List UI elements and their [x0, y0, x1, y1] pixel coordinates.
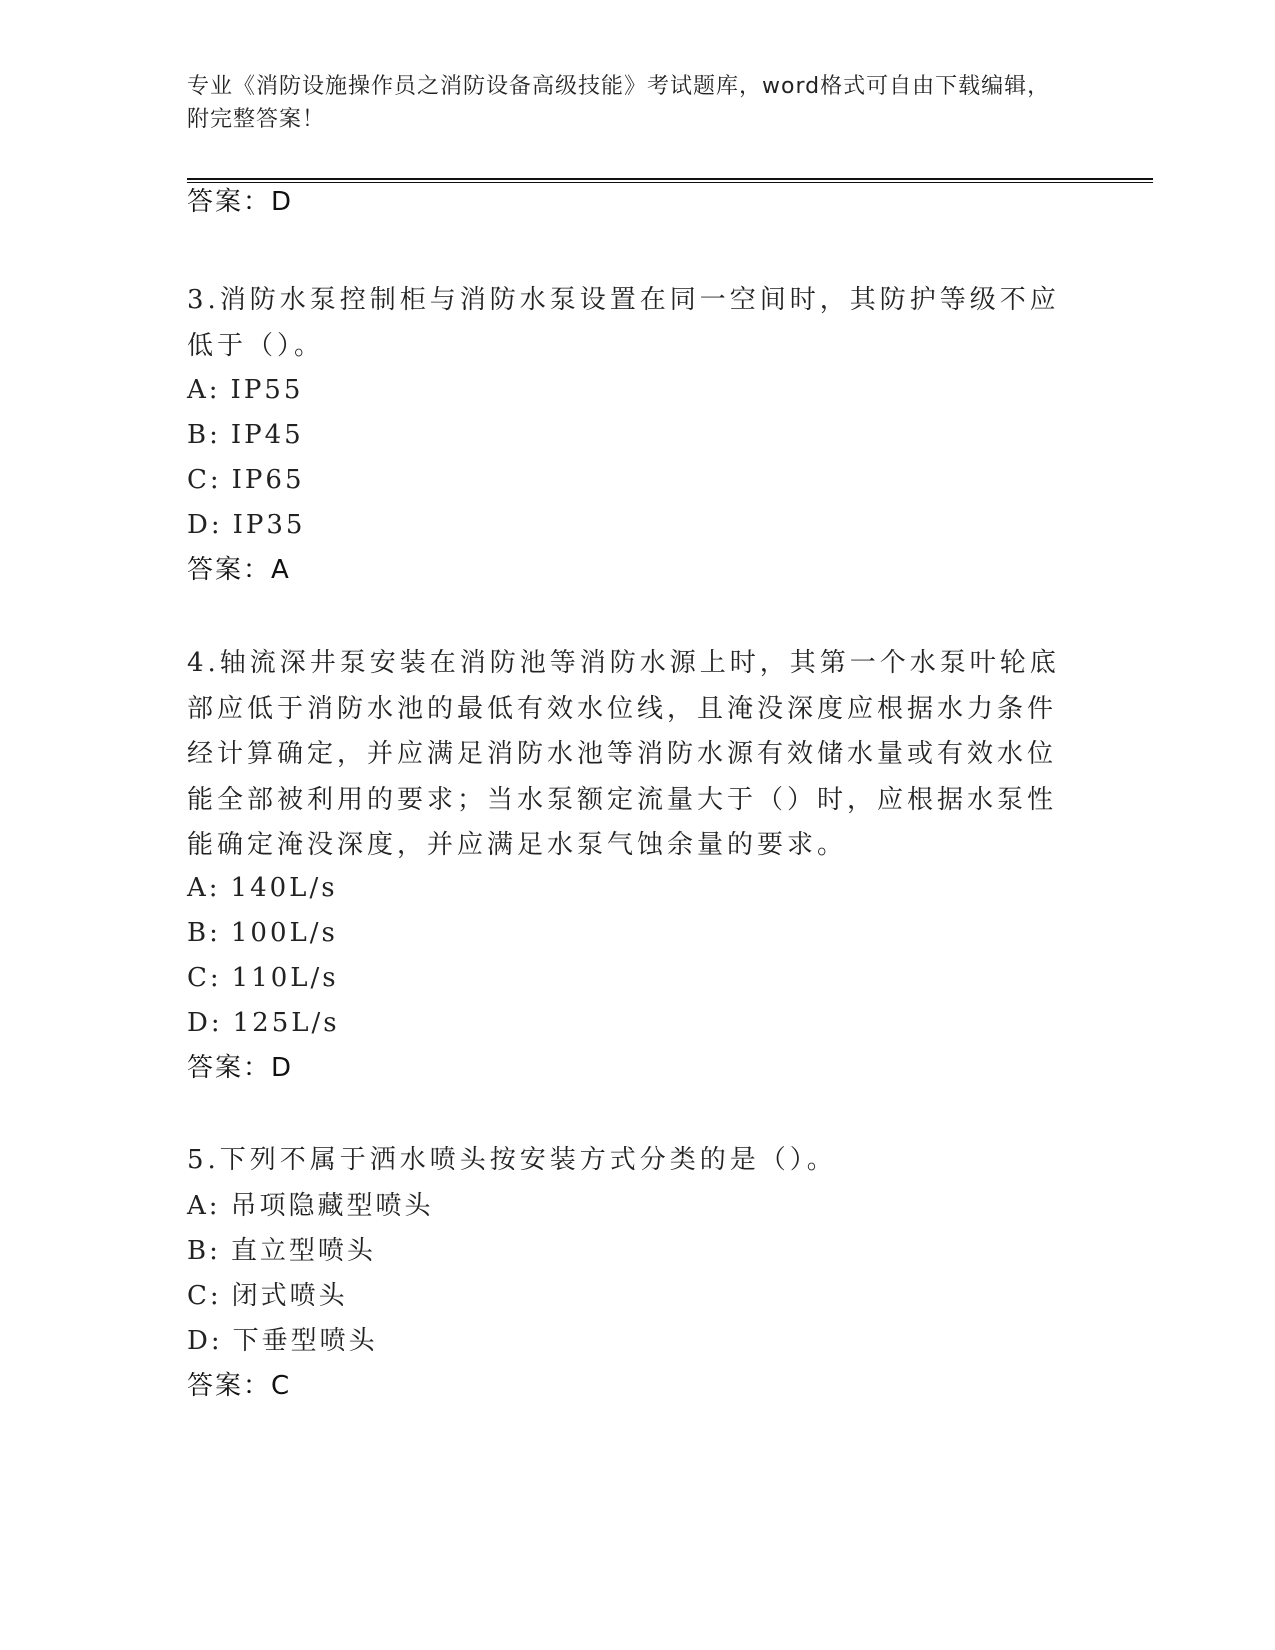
option-text: 下垂型喷头: [232, 1326, 378, 1356]
option-letter: B:: [187, 918, 221, 948]
option-letter: C:: [187, 1281, 222, 1311]
option-letter: B:: [187, 1236, 221, 1266]
q4-option-d: [187, 1005, 1067, 1041]
q2-answer: [187, 184, 293, 220]
q4-answer: [187, 1050, 293, 1086]
q3-option-c: [187, 462, 1067, 498]
option-text: 闭式喷头: [231, 1281, 348, 1311]
header-divider-thin: [187, 182, 1153, 183]
option-letter: C:: [187, 963, 222, 993]
q5-option-c: [187, 1278, 1067, 1314]
option-letter: C:: [187, 465, 222, 495]
option-text: IP55: [230, 375, 304, 405]
answer-label: 答案：: [187, 1371, 272, 1401]
option-letter: B:: [187, 420, 221, 450]
q4-option-a: [187, 870, 1067, 906]
header-divider-thick: [187, 178, 1153, 180]
option-text: 吊项隐藏型喷头: [230, 1191, 434, 1221]
option-text: 100L/s: [230, 918, 338, 948]
q4-stem: 4.轴流深井泵安装在消防池等消防水源上时，其第一个水泵叶轮底部应低于消防水池的最低有效水位线，且淹没深度应根据水力条件经计算确定，并应满足消防水池等消防水源有效储水量或有效水位能全部被利用的要求；当水泵额定流量大于（）时，应根据水泵性能确定淹没深度，并应满足水泵气蚀余量的要求。: [187, 648, 1060, 860]
option-letter: D:: [187, 510, 223, 540]
option-letter: A:: [187, 375, 221, 405]
answer-value: D: [271, 187, 294, 217]
q4-option-c: [187, 960, 1067, 996]
q3-option-b: [187, 417, 1067, 453]
q3-option-d: [187, 507, 1067, 543]
q5-option-d: [187, 1323, 1067, 1359]
option-letter: A:: [187, 1191, 221, 1221]
option-text: IP45: [230, 420, 304, 450]
answer-label: 答案：: [187, 555, 272, 585]
option-letter: D:: [187, 1008, 223, 1038]
answer-label: 答案：: [187, 1053, 272, 1083]
option-text: 140L/s: [230, 873, 338, 903]
answer-label: 答案：: [187, 187, 272, 217]
option-letter: D:: [187, 1326, 223, 1356]
answer-value: D: [271, 1053, 294, 1083]
option-text: IP35: [232, 510, 306, 540]
q3-stem: 3.消防水泵控制柜与消防水泵设置在同一空间时，其防护等级不应低于（）。: [187, 285, 1060, 361]
q4-option-b: [187, 915, 1067, 951]
q5-answer: [187, 1368, 291, 1404]
option-text: IP65: [231, 465, 305, 495]
option-text: 直立型喷头: [230, 1236, 376, 1266]
option-text: 125L/s: [232, 1008, 340, 1038]
answer-value: C: [271, 1371, 292, 1401]
page-header: 专业《消防设施操作员之消防设备高级技能》考试题库，word格式可自由下载编辑，附完整答案！: [187, 74, 1051, 132]
q5-stem: 5.下列不属于洒水喷头按安装方式分类的是（）。: [187, 1145, 837, 1175]
option-letter: A:: [187, 873, 221, 903]
q3-option-a: [187, 372, 1067, 408]
option-text: 110L/s: [231, 963, 339, 993]
answer-value: A: [271, 555, 291, 585]
q5-option-a: [187, 1188, 1067, 1224]
q5-option-b: [187, 1233, 1067, 1269]
q3-answer: [187, 552, 291, 588]
